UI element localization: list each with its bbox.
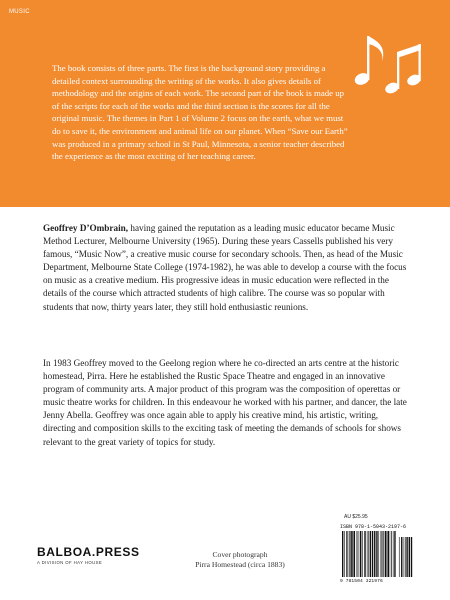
- barcode-bar: [387, 531, 388, 577]
- barcode-bar: [374, 531, 375, 577]
- isbn-text: ISBN 978-1-5043-2197-6: [340, 524, 407, 530]
- credit-line-1: Cover photograph: [212, 550, 268, 559]
- barcode-bar: [383, 531, 384, 577]
- barcode-bar: [352, 531, 353, 577]
- barcode-bar: [344, 531, 345, 577]
- barcode-bar: [399, 537, 400, 577]
- barcode-bar: [349, 531, 350, 577]
- author-bio-text: having gained the reputation as a leading music educator became Music Method Lecturer, Melbourne University (1965). During these years Cassells published his very famous, “Music Now”, a creative music course for secondary schools. Then, as head of the Music Department, Melbourne State College (1974-1982), he was able to develop a course with the focus on music as a creative medium. His progressive ideas in music education were reflected in the details of the course which attracted students of high calibre. The course was so popular with students that now, thirty years later, they still hold enthusiastic reunions.: [43, 223, 407, 312]
- barcode-bar: [406, 537, 407, 577]
- music-notes-icon: [352, 22, 422, 102]
- barcode-bar: [359, 531, 360, 577]
- price-label: AU $25.95: [344, 514, 368, 520]
- barcode-bar: [346, 531, 347, 577]
- barcode-bar: [367, 531, 368, 577]
- barcode-bar: [348, 531, 349, 577]
- orange-header-band: [0, 0, 450, 207]
- barcode-bar: [401, 537, 402, 577]
- barcode-bar: [404, 537, 405, 577]
- category-label: MUSIC: [9, 9, 30, 15]
- barcode-bar: [378, 531, 379, 577]
- barcode-bar: [405, 537, 406, 577]
- barcode-bar: [394, 531, 395, 577]
- barcode-bar: [362, 531, 363, 577]
- author-bio-paragraph-2: In 1983 Geoffrey moved to the Geelong region where he co-directed an arts centre at the historic homestead, Pirra. Here he established the Rustic Space Theatre and engaged in an innovative program of community arts. A major product of this program was the composition of operettas or music theatre works for children. In this endeavour he worked with his partner, and dancer, the late Jenny Abella. Geoffrey was once again able to apply his creative mind, his artistic, writing, directing and composition skills to the exciting task of meeting the demands of schools for shows relevant to the great variety of topics for study.: [43, 358, 407, 447]
- author-bio-paragraph-1: [43, 222, 408, 314]
- barcode-bar: [357, 531, 358, 577]
- cover-photo-credit: [160, 550, 320, 570]
- author-name: Geoffrey D’Ombrain,: [43, 223, 129, 233]
- barcode-bar: [382, 531, 383, 577]
- barcode-bar: [368, 531, 369, 577]
- barcode-bar: [370, 531, 371, 577]
- barcode-bar: [350, 531, 351, 577]
- barcode-bar: [354, 531, 355, 577]
- barcode-digits: 9 781504 321976: [340, 579, 383, 584]
- barcode-bar: [342, 531, 343, 577]
- barcode-bar: [409, 537, 410, 577]
- barcode-bar: [372, 531, 373, 577]
- barcode-icon: [340, 531, 414, 579]
- publisher-name: BALBOA.PRESS: [37, 545, 140, 559]
- barcode-bar: [393, 531, 394, 577]
- barcode-bar: [376, 531, 377, 577]
- publisher-tagline: A DIVISION OF HAY HOUSE: [37, 560, 103, 565]
- barcode-bar: [411, 537, 412, 577]
- barcode-bar: [391, 531, 392, 577]
- book-description: The book consists of three parts. The first is the background story providing a detailed context surrounding the writing of the works. It also gives details of methodology and the origins of each work. The second part of the book is made up of the scripts for each of the works and the third section is the scores for all the original music. The themes in Part 1 of Volume 2 focus on the earth, what we must do to save it, the environment and animal life on our planet. When “Save our Earth” was produced in a primary school in St Paul, Minnesota, a senior teacher described the experience as the most exciting of her teaching career.: [52, 63, 348, 162]
- barcode-bar: [388, 531, 389, 577]
- barcode-bar: [360, 531, 361, 577]
- publisher-logo: [37, 545, 140, 565]
- barcode-bar: [364, 531, 365, 577]
- barcode-bar: [381, 531, 382, 577]
- credit-line-2: Pirra Homestead (circa 1883): [195, 560, 285, 569]
- barcode-bar: [385, 531, 386, 577]
